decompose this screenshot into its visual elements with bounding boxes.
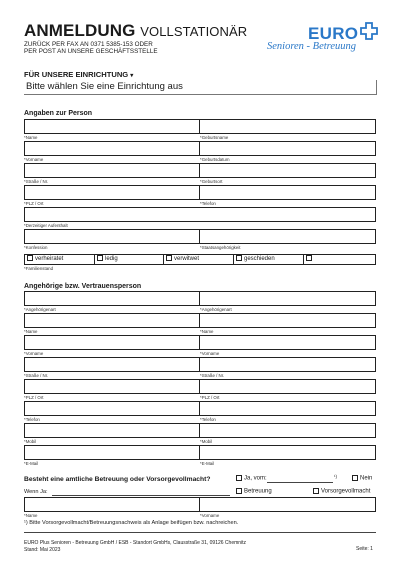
- name-label: *Name: [24, 135, 38, 140]
- religion-label: *Konfession: [24, 245, 48, 250]
- marital-option-other[interactable]: [303, 254, 376, 265]
- section-person-heading: Angaben zur Person: [24, 110, 93, 117]
- checkbox-icon: [236, 255, 242, 261]
- marital-option-single[interactable]: ledig: [94, 254, 164, 265]
- relative1-phone-field[interactable]: [24, 401, 200, 416]
- guardian-name-field[interactable]: [24, 497, 200, 512]
- relative1-zip-city-field[interactable]: [24, 379, 200, 394]
- checkbox-icon: [236, 475, 242, 481]
- prev-residence-label: *Derzeitiger Aufenthalt: [24, 223, 68, 228]
- guardian-firstname-label: *Vorname: [200, 513, 220, 518]
- if-yes-label: Wenn Ja:: [24, 489, 48, 495]
- guardian-firstname-field[interactable]: [199, 497, 376, 512]
- post-instruction: PER POST AN UNSERE GESCHÄFTSSTELLE: [24, 48, 158, 55]
- logo-subtitle: Senioren - Betreuung: [267, 41, 357, 52]
- birthdate-field[interactable]: [199, 141, 376, 156]
- chevron-down-icon: ▾: [130, 73, 134, 79]
- relative2-zip-city-field[interactable]: [199, 379, 376, 394]
- nationality-label: *Staatsangehörigkeit: [200, 245, 241, 250]
- birthplace-label: *Geburtsort: [200, 179, 223, 184]
- footer-address: EURO Plus Senioren - Betreuung GmbH / ESB - Standort GmbHs, Clausstraße 31, 09126 Chemnitz: [24, 540, 247, 546]
- relative2-name-field[interactable]: [199, 313, 376, 328]
- relative2-relation-field[interactable]: [199, 291, 376, 306]
- phone-field[interactable]: [199, 185, 376, 200]
- facility-select-value: Bitte wählen Sie eine Einrichtung aus: [26, 81, 183, 92]
- checkbox-icon: [306, 255, 312, 261]
- footer: [24, 540, 246, 553]
- zip-city-field[interactable]: [24, 185, 200, 200]
- logo-cross-icon: [360, 22, 378, 40]
- option-betreuung[interactable]: Betreuung: [236, 488, 272, 495]
- option-vorsorgevollmacht[interactable]: Vorsorgevollmacht: [313, 488, 370, 495]
- relative1-email-label: *E-Mail: [24, 461, 39, 466]
- firstname-label: *Vorname: [24, 157, 44, 162]
- guardianship-date-field[interactable]: [267, 482, 333, 483]
- birthplace-field[interactable]: [199, 163, 376, 178]
- footer-divider: [24, 532, 376, 533]
- footer-date: Stand: Mai 2023: [24, 546, 61, 553]
- street-label: *Straße / Nr.: [24, 179, 49, 184]
- relative2-relation-label: *Angehörigenart: [200, 307, 232, 312]
- facility-label: FÜR UNSERE EINRICHTUNG ▾: [24, 70, 134, 79]
- checkbox-icon: [27, 255, 33, 261]
- title-light: VOLLSTATIONÄR: [140, 24, 248, 39]
- relative2-zip-city-label: *PLZ / Ort: [200, 395, 220, 400]
- religion-field[interactable]: [24, 229, 200, 244]
- relative1-street-field[interactable]: [24, 357, 200, 372]
- relative2-firstname-field[interactable]: [199, 335, 376, 350]
- zip-city-label: *PLZ / Ort: [24, 201, 44, 206]
- relative1-relation-field[interactable]: [24, 291, 200, 306]
- guardianship-question: Besteht eine amtliche Betreuung oder Vorsorgevollmacht?: [24, 476, 211, 483]
- relative1-mobile-field[interactable]: [24, 423, 200, 438]
- relative2-email-field[interactable]: [199, 445, 376, 460]
- section-relatives-heading: Angehörige bzw. Vertrauensperson: [24, 283, 142, 290]
- relative1-mobile-label: *Mobil: [24, 439, 37, 444]
- relative1-firstname-label: *Vorname: [24, 351, 44, 356]
- footnote-mark: ¹): [334, 474, 337, 479]
- checkbox-icon: [236, 488, 242, 494]
- nationality-field[interactable]: [199, 229, 376, 244]
- firstname-field[interactable]: [24, 141, 200, 156]
- relative1-email-field[interactable]: [24, 445, 200, 460]
- phone-label: *Telefon: [200, 201, 216, 206]
- page-number: Seite: 1: [356, 546, 373, 552]
- if-yes-line: [52, 495, 230, 496]
- relative2-firstname-label: *Vorname: [200, 351, 220, 356]
- checkbox-icon: [97, 255, 103, 261]
- attachment-note: ¹) Bitte Vorsorgevollmacht/Betreuungsnachweis als Anlage beifügen bzw. nachreichen.: [24, 520, 239, 526]
- facility-select[interactable]: [24, 80, 377, 95]
- relative1-street-label: *Straße / Nr.: [24, 373, 49, 378]
- relative2-street-field[interactable]: [199, 357, 376, 372]
- birthdate-label: *Geburtsdatum: [200, 157, 230, 162]
- marital-option-widowed[interactable]: verwitwet: [163, 254, 234, 265]
- marital-label: *Familienstand: [24, 266, 54, 271]
- checkbox-icon: [313, 488, 319, 494]
- birthname-field[interactable]: [199, 119, 376, 134]
- marital-option-divorced[interactable]: geschieden: [233, 254, 304, 265]
- birthname-label: *Geburtsname: [200, 135, 229, 140]
- guardianship-no-option[interactable]: Nein: [352, 475, 372, 482]
- relative2-street-label: *Straße / Nr.: [200, 373, 225, 378]
- checkbox-icon: [166, 255, 172, 261]
- relative2-mobile-label: *Mobil: [200, 439, 213, 444]
- relative2-phone-field[interactable]: [199, 401, 376, 416]
- logo-text: EURO: [308, 24, 359, 43]
- relative1-relation-label: *Angehörigenart: [24, 307, 56, 312]
- relative2-phone-label: *Telefon: [200, 417, 216, 422]
- title-bold: ANMELDUNG: [24, 21, 136, 40]
- relative1-name-label: *Name: [24, 329, 38, 334]
- relative2-mobile-field[interactable]: [199, 423, 376, 438]
- relative1-firstname-field[interactable]: [24, 335, 200, 350]
- relative1-zip-city-label: *PLZ / Ort: [24, 395, 44, 400]
- relative1-name-field[interactable]: [24, 313, 200, 328]
- relative2-name-label: *Name: [200, 329, 214, 334]
- street-field[interactable]: [24, 163, 200, 178]
- prev-residence-field[interactable]: [24, 207, 376, 222]
- fax-instruction: ZURÜCK PER FAX AN 0371 5385-153 ODER: [24, 41, 153, 48]
- name-field[interactable]: [24, 119, 200, 134]
- relative2-email-label: *E-Mail: [200, 461, 215, 466]
- guardianship-yes-option[interactable]: Ja, vom:: [236, 475, 267, 482]
- page-title: [24, 21, 247, 41]
- guardian-name-label: *Name: [24, 513, 38, 518]
- relative1-phone-label: *Telefon: [24, 417, 40, 422]
- marital-option-married[interactable]: verheiratet: [24, 254, 95, 265]
- checkbox-icon: [352, 475, 358, 481]
